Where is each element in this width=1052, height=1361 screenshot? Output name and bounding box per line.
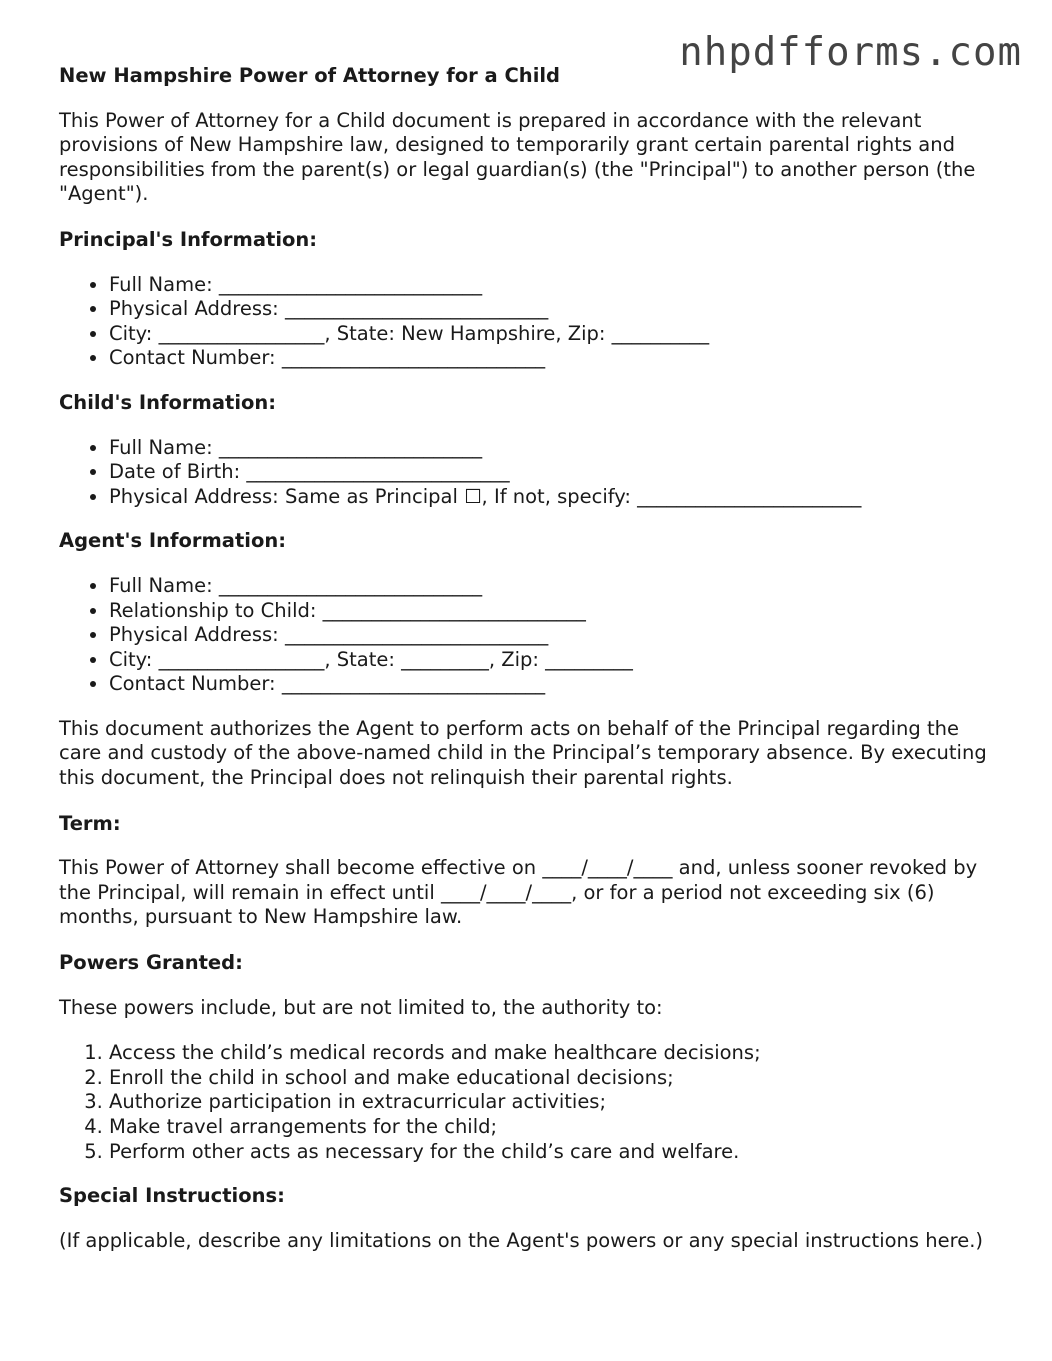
agent-relationship: • Relationship to Child: ___________________________ bbox=[109, 599, 989, 624]
power-item: 3. Authorize participation in extracurricular activities; bbox=[109, 1090, 989, 1115]
agent-contact: • Contact Number: ___________________________ bbox=[109, 672, 989, 697]
child-heading: Child's Information: bbox=[59, 390, 277, 414]
special-heading: Special Instructions: bbox=[59, 1184, 285, 1208]
document-body bbox=[59, 64, 989, 1274]
child-address: • Physical Address: Same as Principal ☐, If not, specify: _______________________ bbox=[109, 485, 989, 510]
authorization-paragraph: This document authorizes the Agent to perform acts on behalf of the Principal regarding the care and custody of the above-named child in the Principal’s temporary absence. By executing this document, the Principal does not relinquish their parental rights. bbox=[59, 716, 987, 790]
term-paragraph: This Power of Attorney shall become effective on ____/____/____ and, unless sooner revoked by the Principal, will remain in effect until ____/____/____, or for a period not exceeding six (6) months, pursuant to New Hampshire law. bbox=[59, 856, 978, 929]
child-dob: • Date of Birth: ___________________________ bbox=[109, 460, 989, 485]
powers-heading: Powers Granted: bbox=[59, 951, 243, 975]
power-item: 5. Perform other acts as necessary for the child’s care and welfare. bbox=[109, 1140, 989, 1165]
principal-address: • Physical Address: ___________________________ bbox=[109, 297, 989, 322]
power-item: 2. Enroll the child in school and make educational decisions; bbox=[109, 1066, 989, 1091]
agent-address: • Physical Address: ___________________________ bbox=[109, 623, 989, 648]
child-list bbox=[59, 436, 989, 510]
principal-contact: • Contact Number: ___________________________ bbox=[109, 346, 989, 371]
power-item: 1. Access the child’s medical records and make healthcare decisions; bbox=[109, 1041, 989, 1066]
principal-city-state-zip: • City: _________________, State: New Hampshire, Zip: __________ bbox=[109, 322, 989, 347]
agent-city-state-zip: • City: _________________, State: _________, Zip: _________ bbox=[109, 648, 989, 673]
term-heading: Term: bbox=[59, 811, 121, 835]
principal-heading: Principal's Information: bbox=[59, 227, 318, 251]
document-title: New Hampshire Power of Attorney for a Child bbox=[59, 64, 561, 87]
special-paragraph: (If applicable, describe any limitations on the Agent's powers or any special instructions here.) bbox=[59, 1228, 984, 1252]
agent-full-name: • Full Name: ___________________________ bbox=[109, 574, 989, 599]
site-watermark: nhpdfforms.com bbox=[679, 30, 1022, 75]
agent-heading: Agent's Information: bbox=[59, 529, 287, 553]
principal-full-name: • Full Name: ___________________________ bbox=[109, 273, 989, 298]
powers-intro: These powers include, but are not limited to, the authority to: bbox=[59, 995, 663, 1019]
agent-list bbox=[59, 574, 989, 697]
child-full-name: • Full Name: ___________________________ bbox=[109, 436, 989, 461]
principal-list bbox=[59, 273, 989, 371]
intro-paragraph: This Power of Attorney for a Child document is prepared in accordance with the relevant provisions of New Hampshire law, designed to temporarily grant certain parental rights and responsibilities from the parent(s) or legal guardian(s) (the "Principal") to another person (the "Agent"). bbox=[59, 108, 976, 206]
powers-list bbox=[59, 1041, 989, 1164]
power-item: 4. Make travel arrangements for the child; bbox=[109, 1115, 989, 1140]
